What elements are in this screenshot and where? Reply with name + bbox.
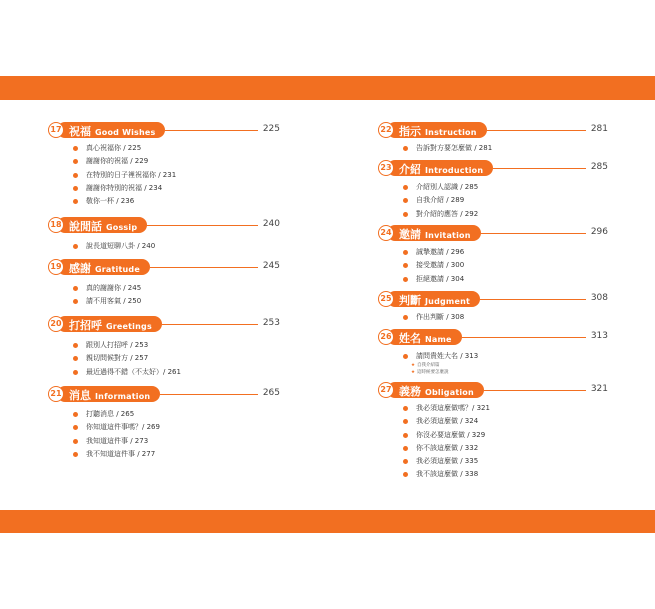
leader-line [165,130,258,131]
bullet-icon [403,446,408,451]
section-24: 24 邀請 Invitation 296 誠摯邀請 / 296 接受邀請 / 300 拒絕邀請 / 304 [378,225,608,241]
star-icon: ★ [411,370,416,375]
section-title-pill [57,386,160,402]
bullet-icon [73,452,78,457]
page-number: 265 [262,388,280,398]
page-number: 313 [590,331,608,341]
section-title-pill [387,225,481,241]
page-number: 240 [262,219,280,229]
section-27: 27 義務 Obligation 321 我必須這麼做嗎？/ 321 我必須這麼做 / 324 你沒必要這麼做 / 329 你不該這麼做 / 332 我必須這麼做 / 335 我不該這麼做 / 338 [378,382,608,398]
bullet-icon [403,146,408,151]
bullet-icon [403,419,408,424]
section-number: 23 [378,160,394,176]
bullet-icon [403,185,408,190]
section-header[interactable] [48,217,280,233]
bullet-icon [403,263,408,268]
section-number: 25 [378,291,394,307]
leader-line [150,267,258,268]
section-title-zh: 打招呼 [69,319,102,332]
leader-line [147,225,258,226]
bullet-icon [403,433,408,438]
section-number: 27 [378,382,394,398]
leader-line [484,390,586,391]
section-title-pill [387,160,493,176]
section-title-zh: 感謝 [69,262,91,275]
section-title-zh: 說閒話 [69,220,102,233]
section-title-en: Introduction [425,166,484,175]
bullet-icon [73,343,78,348]
page-number: 321 [590,384,608,394]
section-title-en: Gratitude [95,265,140,274]
bullet-icon [73,286,78,291]
section-number: 17 [48,122,64,138]
section-title-en: Gossip [106,223,138,232]
sub-note: ★ 自我介紹篇 [411,363,440,368]
bullet-icon [403,472,408,477]
page-number: 253 [262,318,280,328]
page-number: 225 [262,124,280,134]
section-header[interactable] [378,122,608,138]
bullet-icon [73,173,78,178]
section-header[interactable] [48,122,280,138]
bottom-orange-band [0,510,655,533]
leader-line [462,337,586,338]
section-title-zh: 指示 [399,125,421,138]
section-number: 18 [48,217,64,233]
bullet-icon [403,315,408,320]
section-number: 20 [48,316,64,332]
section-number: 21 [48,386,64,402]
section-title-en: Name [425,335,452,344]
bullet-icon [403,250,408,255]
section-title-zh: 祝福 [69,125,91,138]
section-title-pill [387,291,480,307]
section-20: 20 打招呼 Greetings 253 跟別人打招呼 / 253 親切問候對方 / 257 最近過得不錯（不太好）/ 261 [48,316,280,332]
bullet-icon [403,277,408,282]
bullet-icon [403,198,408,203]
section-title-pill [387,329,462,345]
section-title-en: Invitation [425,231,471,240]
section-19: 19 感謝 Gratitude 245 真的謝謝你 / 245 請不用客氣 / 250 [48,259,280,275]
bullet-icon [73,299,78,304]
page-number: 281 [590,124,608,134]
section-number: 24 [378,225,394,241]
section-number: 26 [378,329,394,345]
top-orange-band [0,76,655,100]
section-header[interactable] [48,259,280,275]
section-26: 26 姓名 Name 313 請問貴姓大名 / 313 ★ 自我介紹篇 ★ 這時候要怎麼說 [378,329,608,345]
star-icon: ★ [411,363,416,368]
section-header[interactable] [378,382,608,398]
bullet-icon [73,425,78,430]
sub-note: ★ 這時候要怎麼說 [411,370,449,375]
section-number: 19 [48,259,64,275]
section-title-en: Obligation [425,388,474,397]
section-title-zh: 消息 [69,389,91,402]
section-title-zh: 介紹 [399,163,421,176]
bullet-icon [73,370,78,375]
page-number: 285 [590,162,608,172]
page-number: 308 [590,293,608,303]
leader-line [487,130,586,131]
bullet-icon [403,406,408,411]
section-22: 22 指示 Instruction 281 告訴對方要怎麼做 / 281 [378,122,608,138]
section-21: 21 消息 Information 265 打聽消息 / 265 你知道這件事嗎？/ 269 我知道這件事 / 273 我不知道這件事 / 277 [48,386,280,402]
bullet-icon [403,354,408,359]
section-title-zh: 判斷 [399,294,421,307]
section-title-pill [387,382,484,398]
leader-line [160,394,258,395]
bullet-icon [403,212,408,217]
leader-line [162,324,258,325]
section-23: 23 介紹 Introduction 285 介紹別人認識 / 285 自我介紹 / 289 對介紹的應答 / 292 [378,160,608,176]
section-title-en: Judgment [425,297,471,306]
bullet-icon [73,146,78,151]
page-number: 245 [262,261,280,271]
section-header[interactable] [48,316,280,332]
section-17: 17 祝福 Good Wishes 225 真心祝福你 / 225 謝謝你的祝福 / 229 在特別的日子裡祝福你 / 231 謝謝你特別的祝福 / 234 敬你一杯 / 236 [48,122,280,138]
bullet-icon [73,186,78,191]
bullet-icon [73,356,78,361]
page-number: 296 [590,227,608,237]
section-title-pill [57,316,162,332]
bullet-icon [73,439,78,444]
bullet-icon [73,159,78,164]
section-title-zh: 義務 [399,385,421,398]
section-number: 22 [378,122,394,138]
bullet-icon [73,244,78,249]
section-title-pill [387,122,487,138]
section-title-en: Instruction [425,128,477,137]
section-header[interactable] [378,160,608,176]
section-title-zh: 邀請 [399,228,421,241]
section-title-en: Information [95,392,151,401]
section-header[interactable] [378,291,608,307]
section-header[interactable] [378,329,608,345]
section-title-en: Good Wishes [95,128,156,137]
section-title-pill [57,122,165,138]
bullet-icon [73,412,78,417]
section-title-pill [57,217,147,233]
leader-line [480,299,586,300]
section-18: 18 說閒話 Gossip 240 說長道短聊八卦 / 240 [48,217,280,233]
section-25: 25 判斷 Judgment 308 作出判斷 / 308 [378,291,608,307]
section-title-zh: 姓名 [399,332,421,345]
leader-line [493,168,586,169]
section-title-en: Greetings [106,322,152,331]
bullet-icon [73,199,78,204]
section-header[interactable] [48,386,280,402]
bullet-icon [403,459,408,464]
section-header[interactable] [378,225,608,241]
section-title-pill [57,259,150,275]
leader-line [481,233,586,234]
